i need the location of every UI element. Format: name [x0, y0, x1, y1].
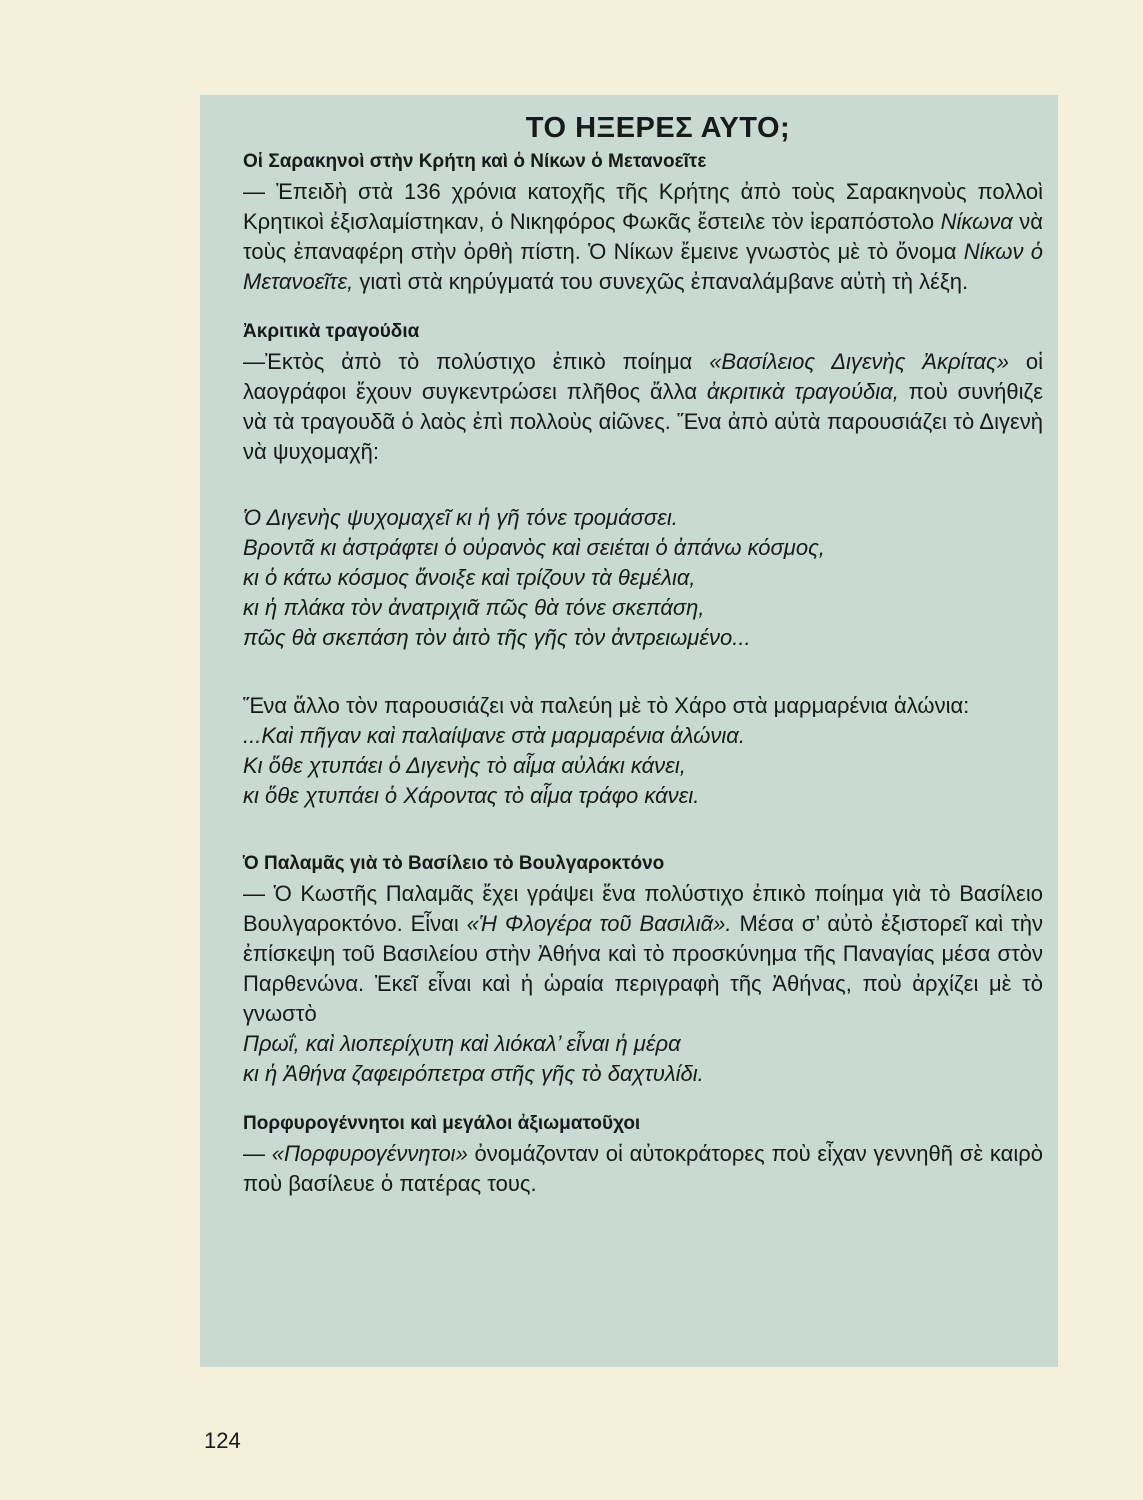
section-paragraph: —Ἐκτὸς ἀπὸ τὸ πολύστιχο ἐπικὸ ποίημα «Βασίλειος Διγενὴς Ἀκρίτας» οἱ λαογράφοι ἔχουν συγκεντρώσει πλῆθος ἄλλα ἀκριτικὰ τραγούδια, ποὺ συνήθιζε νὰ τὰ τραγουδᾶ ὁ λαὸς ἐπὶ πολλοὺς αἰῶνες. Ἕνα ἀπὸ αὐτὰ παρουσιάζει τὸ Διγενὴ νὰ ψυχομαχῆ: [243, 349, 1044, 464]
verse-line: Πρωΐ, καὶ λιοπερίχυτη καὶ λιόκαλ’ εἶναι ἡ μέρα [243, 1031, 681, 1056]
verse-intro: Ἕνα ἄλλο τὸν παρουσιάζει νὰ παλεύη μὲ τὸ Χάρο στὰ μαρμαρένια ἁλώνια: [243, 693, 970, 718]
section-heading: Πορφυρογέννητοι καὶ μεγάλοι ἀξιωματοῦχοι [243, 1113, 641, 1134]
verse-line: κι ἡ πλάκα τὸν ἀνατριχιᾶ πῶς θὰ τόνε σκεπάση, [243, 595, 705, 620]
verse-line: Ὁ Διγενὴς ψυχομαχεῖ κι ἡ γῆ τόνε τρομάσσει. [243, 505, 678, 530]
section-heading: Ἀκριτικὰ τραγούδια [243, 321, 420, 342]
italic-run: «Πορφυρογέννητοι» [271, 1141, 468, 1166]
verse-line: Κι ὅθε χτυπάει ὁ Διγενὴς τὸ αἷμα αὐλάκι κάνει, [243, 753, 686, 778]
verse-line: κι ὁ κάτω κόσμος ἄνοιξε καὶ τρίζουν τὰ θεμέλια, [243, 565, 696, 590]
italic-run: Νίκων ὁ Μετανοεῖτε, [243, 239, 1043, 294]
verse-block [243, 503, 1043, 653]
page-title: ΤΟ ΗΞΕΡΕΣ ΑΥΤΟ; [525, 112, 791, 144]
box-content [243, 112, 1043, 1199]
italic-run: «Βασίλειος Διγενὴς Ἀκρίτας» [709, 349, 1009, 374]
section-heading: Ὁ Παλαμᾶς γιὰ τὸ Βασίλειο τὸ Βουλγαροκτόνο [243, 853, 665, 874]
verse-block [243, 1029, 1043, 1089]
section-palamas [243, 853, 1043, 1089]
italic-run: ἀκριτικὰ τραγούδια, [706, 379, 899, 404]
verse-line: κι ὅθε χτυπάει ὁ Χάροντας τὸ αἷμα τράφο κάνει. [243, 783, 700, 808]
italic-run: Νίκωνα [940, 209, 1013, 234]
italic-run: «Ἡ Φλογέρα τοῦ Βασιλιᾶ». [466, 911, 732, 936]
section-saracens [243, 151, 1043, 297]
section-paragraph: — Ἐπειδὴ στὰ 136 χρόνια κατοχῆς τῆς Κρήτης ἀπὸ τοὺς Σαρακηνοὺς πολλοὶ Κρητικοὶ ἐξισλαμίστηκαν, ὁ Νικηφόρος Φωκᾶς ἔστειλε τὸν ἱεραπόστολο Νίκωνα νὰ τοὺς ἐπαναφέρη στὴν ὀρθὴ πίστη. Ὁ Νίκων ἔμεινε γνωστὸς μὲ τὸ ὄνομα Νίκων ὁ Μετανοεῖτε, γιατὶ στὰ κηρύγματά του συνεχῶς ἐπαναλάμβανε αὐτὴ τὴ λέξη. [243, 179, 1043, 294]
verse-line: κι ἡ Ἀθήνα ζαφειρόπετρα στῆς γῆς τὸ δαχτυλίδι. [243, 1061, 704, 1086]
page-number: 124 [204, 1428, 241, 1453]
verse-line: ...Καὶ πῆγαν καὶ παλαίψανε στὰ μαρμαρένια ἁλώνια. [243, 723, 745, 748]
verse-line: Βροντᾶ κι ἀστράφτει ὁ οὐρανὸς καὶ σειέται ὁ ἀπάνω κόσμος, [243, 535, 825, 560]
verse-block [243, 721, 1043, 811]
section-porphyrogennitoi [243, 1113, 1043, 1199]
section-heading: Οἱ Σαρακηνοὶ στὴν Κρήτη καὶ ὁ Νίκων ὁ Μετανοεῖτε [243, 151, 707, 172]
section-paragraph: — «Πορφυρογέννητοι» ὀνομάζονταν οἱ αὐτοκράτορες ποὺ εἶχαν γεννηθῆ σὲ καιρὸ ποὺ βασίλευε ὁ πατέρας τους. [243, 1141, 1043, 1196]
section-akritika [243, 321, 1043, 811]
verse-line: πῶς θὰ σκεπάση τὸν ἀιτὸ τῆς γῆς τὸν ἀντρειωμένο... [243, 625, 751, 650]
section-paragraph: — Ὁ Κωστῆς Παλαμᾶς ἔχει γράψει ἕνα πολύστιχο ἐπικὸ ποίημα γιὰ τὸ Βασίλειο Βουλγαροκτόνο. Εἶναι «Ἡ Φλογέρα τοῦ Βασιλιᾶ». Μέσα σ’ αὐτὸ ἐξιστορεῖ καὶ τὴν ἐπίσκεψη τοῦ Βασιλείου στὴν Ἀθήνα καὶ τὸ προσκύνημα τῆς Παναγίας μέσα στὸν Παρθενώνα. Ἐκεῖ εἶναι καὶ ἡ ὡραία περιγραφὴ τῆς Ἀθήνας, ποὺ ἀρχίζει μὲ τὸ γνωστὸ [243, 881, 1043, 1026]
